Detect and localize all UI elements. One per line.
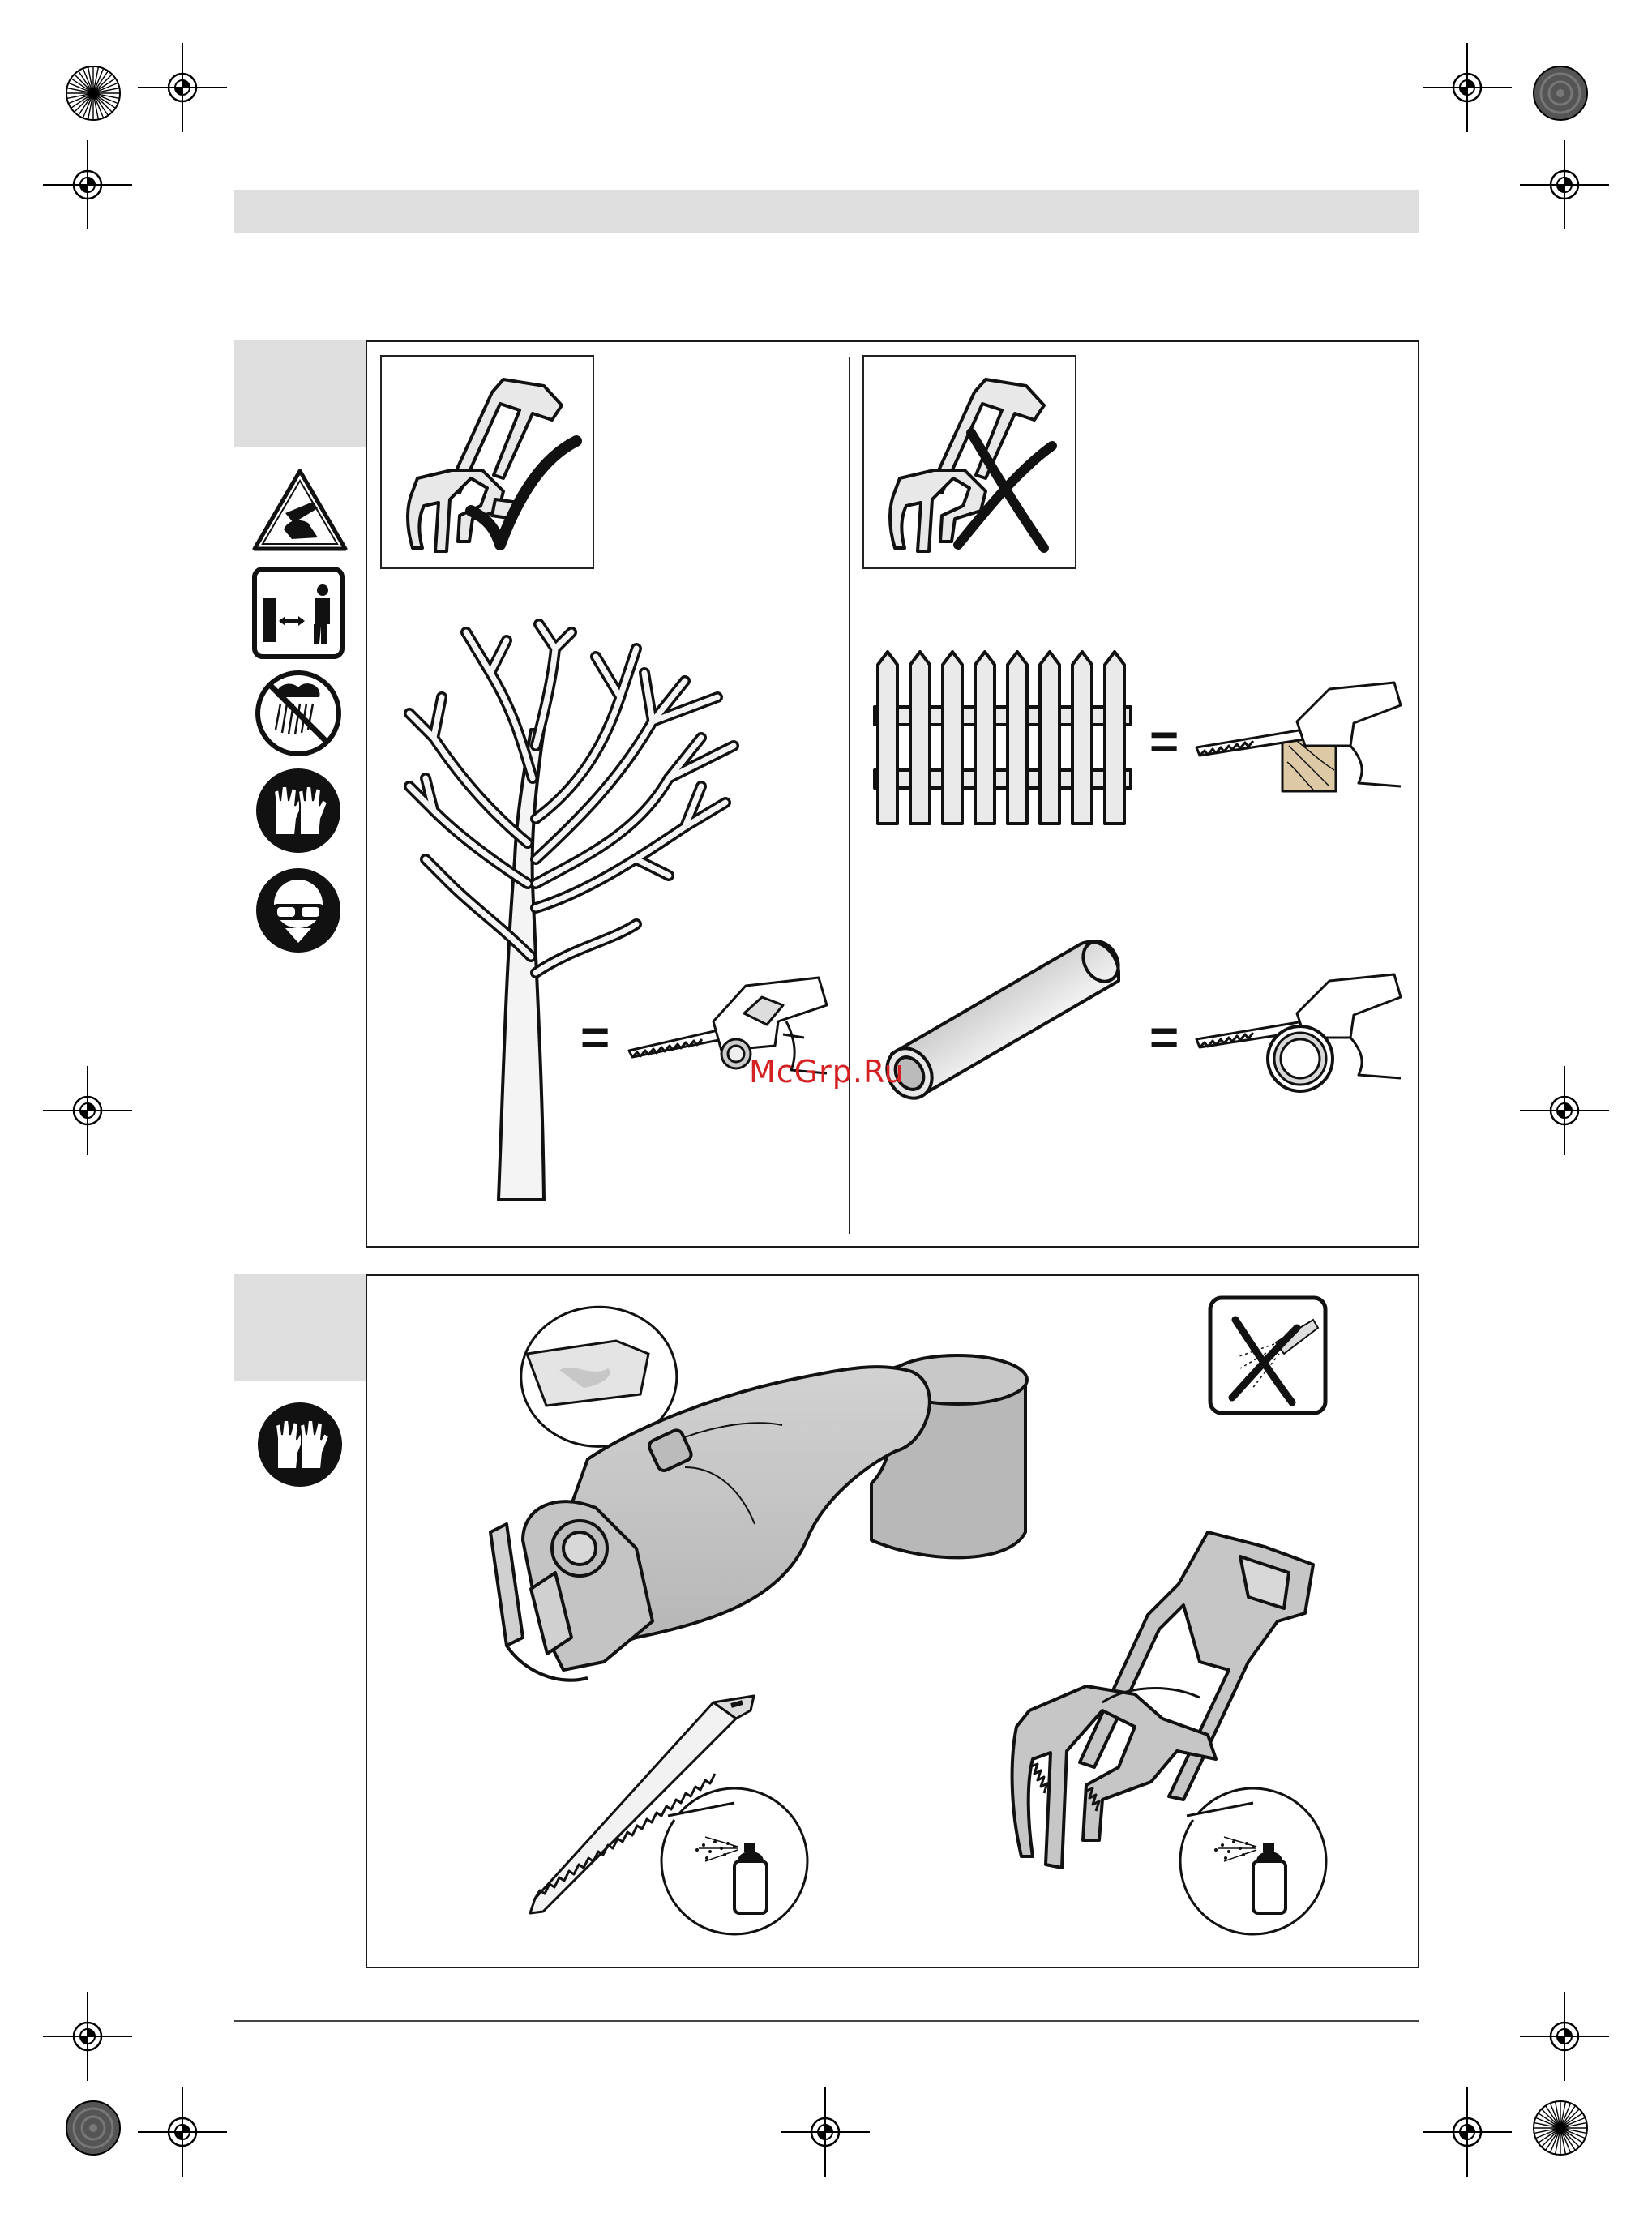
- wear-gloves-icon: [258, 1402, 342, 1487]
- saw-timber-icon: [1196, 683, 1401, 791]
- spray-can-icon: [661, 1788, 807, 1934]
- keep-distance-icon: [255, 569, 342, 657]
- watermark: McGrp.Ru: [749, 1054, 905, 1090]
- equals-sign-tree: =: [580, 1010, 610, 1066]
- safety-icons-figure-2: [256, 1401, 345, 1490]
- figure-2-tab: [234, 1274, 366, 1381]
- tree-icon: [499, 730, 544, 1200]
- fence-icon: [875, 652, 1131, 824]
- no-water-jet-icon: [1210, 1298, 1325, 1413]
- saw-pipe-icon: [1196, 974, 1401, 1091]
- warning-hand-blade-icon: [255, 471, 345, 549]
- wear-gloves-icon: [256, 768, 340, 853]
- spray-can-1: [657, 1783, 815, 1942]
- saw-timber-illustration: [1192, 681, 1406, 803]
- spray-can-2: [1175, 1783, 1333, 1942]
- pipe-icon: [878, 935, 1125, 1106]
- equals-sign-fence: =: [1149, 714, 1179, 770]
- shoe-cross-frame: [862, 355, 1076, 569]
- saw-shoe-icon: [890, 379, 1044, 551]
- figure-1-divider: [849, 357, 850, 1234]
- pipe-illustration: [875, 932, 1135, 1107]
- no-rain-icon: [258, 673, 339, 754]
- header-bar: [234, 190, 1419, 233]
- figure-1-tab: [234, 340, 366, 447]
- spray-can-icon: [1180, 1788, 1326, 1934]
- reciprocating-saw-icon: [490, 1355, 1027, 1680]
- tree-illustration: [393, 616, 815, 1208]
- equals-sign-pipe: =: [1149, 1010, 1179, 1066]
- fence-illustration: [871, 649, 1135, 831]
- bottom-rule: [234, 2020, 1419, 2022]
- no-water-jet-sign: [1208, 1295, 1328, 1415]
- wear-goggles-icon: [256, 868, 340, 953]
- shoe-check-frame: [380, 355, 594, 569]
- saw-pipe-illustration: [1192, 971, 1406, 1101]
- safety-icons-figure-1: [243, 466, 357, 969]
- reciprocating-saw-illustration: [474, 1329, 1034, 1719]
